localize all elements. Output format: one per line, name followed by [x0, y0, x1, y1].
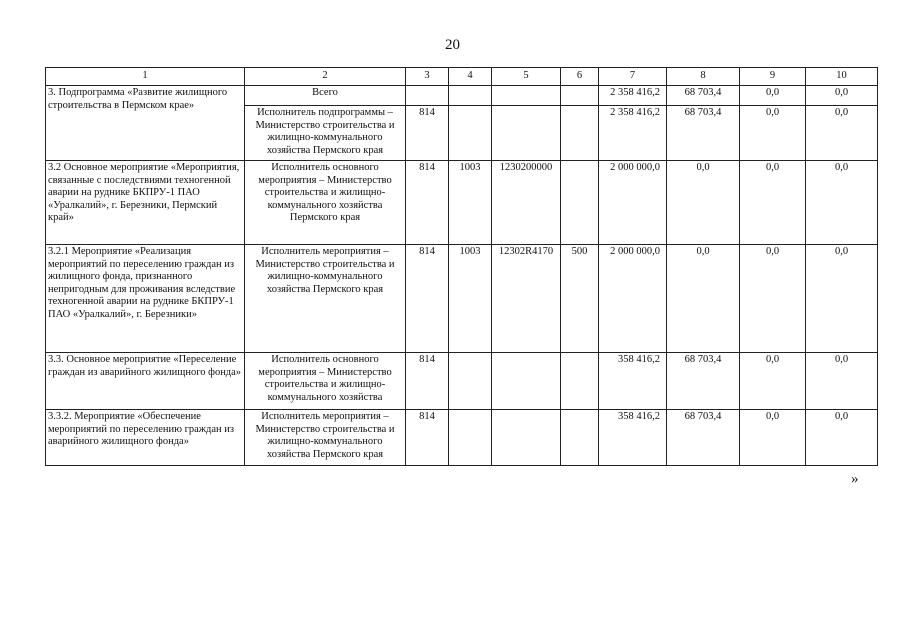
target-code-cell: 1230200000 — [492, 161, 561, 245]
program-name-cell: 3.3. Основное мероприятие «Переселение граждан из аварийного жилищного фонда» — [46, 353, 245, 410]
amount-cell: 0,0 — [806, 161, 878, 245]
amount-cell: 2 358 416,2 — [599, 106, 667, 161]
gr-code-cell: 814 — [406, 410, 449, 466]
column-header: 8 — [667, 68, 740, 86]
executor-cell: Исполнитель мероприятия – Министерство строительства и жилищно-коммунального хозяйства Пермского края — [245, 410, 406, 466]
section-code-cell — [449, 410, 492, 466]
section-code-cell — [449, 86, 492, 106]
gr-code-cell — [406, 86, 449, 106]
expense-type-cell — [561, 410, 599, 466]
expense-type-cell: 500 — [561, 245, 599, 353]
expense-type-cell — [561, 106, 599, 161]
column-header: 3 — [406, 68, 449, 86]
table-row — [46, 245, 878, 353]
table-row — [46, 410, 878, 466]
amount-cell: 2 000 000,0 — [599, 161, 667, 245]
amount-cell: 0,0 — [740, 161, 806, 245]
program-name-cell: 3.2.1 Мероприятие «Реализация мероприятий по переселению граждан из жилищного фонда, признанного непригодным для проживания вследствие техногенной аварии на руднике БКПРУ-1 ПАО «Уралкалий», г. Березники» — [46, 245, 245, 353]
executor-cell: Исполнитель подпрограммы – Министерство строительства и жилищно-коммунального хозяйства Пермского края — [245, 106, 406, 161]
amount-cell: 68 703,4 — [667, 86, 740, 106]
amount-cell: 2 358 416,2 — [599, 86, 667, 106]
amount-cell: 0,0 — [740, 106, 806, 161]
amount-cell: 0,0 — [740, 410, 806, 466]
executor-cell: Исполнитель основного мероприятия – Министерство строительства и жилищно-коммунального хозяйства — [245, 353, 406, 410]
executor-cell: Исполнитель мероприятия – Министерство строительства и жилищно-коммунального хозяйства Пермского края — [245, 245, 406, 353]
budget-table — [45, 67, 878, 466]
amount-cell: 0,0 — [667, 245, 740, 353]
target-code-cell — [492, 86, 561, 106]
program-name-cell: 3. Подпрограмма «Развитие жилищного строительства в Пермском крае» — [46, 86, 245, 161]
amount-cell: 358 416,2 — [599, 410, 667, 466]
amount-cell: 0,0 — [667, 161, 740, 245]
amount-cell: 0,0 — [740, 245, 806, 353]
table-row — [46, 353, 878, 410]
amount-cell: 0,0 — [806, 86, 878, 106]
target-code-cell — [492, 106, 561, 161]
expense-type-cell — [561, 86, 599, 106]
amount-cell: 0,0 — [806, 245, 878, 353]
section-code-cell — [449, 106, 492, 161]
program-name-cell: 3.2 Основное мероприятие «Мероприятия, связанные с последствиями техногенной аварии на руднике БКПРУ-1 ПАО «Уралкалий», г. Березники, Пермский край» — [46, 161, 245, 245]
amount-cell: 0,0 — [806, 353, 878, 410]
amount-cell: 0,0 — [806, 106, 878, 161]
column-header: 4 — [449, 68, 492, 86]
gr-code-cell: 814 — [406, 245, 449, 353]
section-code-cell: 1003 — [449, 161, 492, 245]
expense-type-cell — [561, 353, 599, 410]
column-header: 5 — [492, 68, 561, 86]
section-code-cell — [449, 353, 492, 410]
target-code-cell — [492, 353, 561, 410]
amount-cell: 0,0 — [740, 86, 806, 106]
expense-type-cell — [561, 161, 599, 245]
gr-code-cell: 814 — [406, 353, 449, 410]
column-header: 10 — [806, 68, 878, 86]
column-header: 1 — [46, 68, 245, 86]
column-header: 9 — [740, 68, 806, 86]
gr-code-cell: 814 — [406, 161, 449, 245]
column-header: 7 — [599, 68, 667, 86]
column-number-row — [46, 68, 878, 86]
closing-quote: » — [851, 471, 859, 487]
amount-cell: 2 000 000,0 — [599, 245, 667, 353]
executor-cell: Всего — [245, 86, 406, 106]
target-code-cell: 12302R4170 — [492, 245, 561, 353]
table-row — [46, 86, 878, 106]
amount-cell: 358 416,2 — [599, 353, 667, 410]
target-code-cell — [492, 410, 561, 466]
table-row — [46, 161, 878, 245]
gr-code-cell: 814 — [406, 106, 449, 161]
page-number: 20 — [445, 37, 460, 53]
amount-cell: 0,0 — [740, 353, 806, 410]
program-name-cell: 3.3.2. Мероприятие «Обеспечение мероприятий по переселению граждан из аварийного жилищного фонда» — [46, 410, 245, 466]
column-header: 2 — [245, 68, 406, 86]
amount-cell: 68 703,4 — [667, 106, 740, 161]
section-code-cell: 1003 — [449, 245, 492, 353]
column-header: 6 — [561, 68, 599, 86]
executor-cell: Исполнитель основного мероприятия – Министерство строительства и жилищно-коммунального хозяйства Пермского края — [245, 161, 406, 245]
amount-cell: 68 703,4 — [667, 353, 740, 410]
amount-cell: 68 703,4 — [667, 410, 740, 466]
amount-cell: 0,0 — [806, 410, 878, 466]
